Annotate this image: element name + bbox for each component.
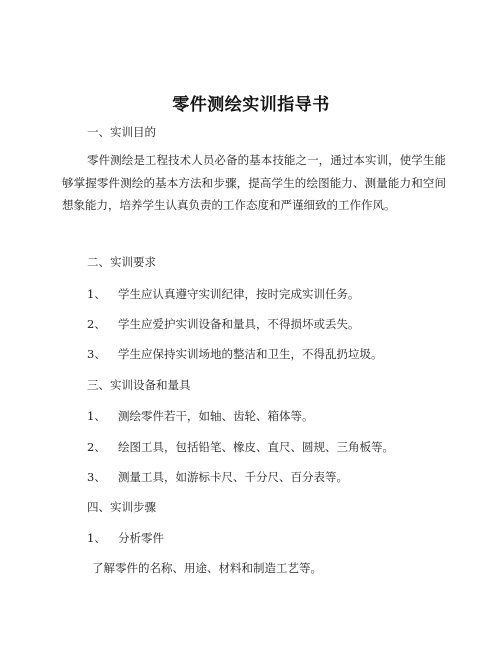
section-heading-equipment: 三、实训设备和量具 bbox=[87, 378, 191, 392]
list-item bbox=[87, 316, 360, 332]
list-item bbox=[87, 530, 164, 546]
list-item bbox=[87, 439, 394, 455]
list-item bbox=[87, 469, 348, 485]
list-item-number: 3、 bbox=[87, 347, 106, 361]
list-item-text: 学生应爱护实训设备和量具，不得损坏或丢失。 bbox=[118, 317, 360, 331]
section-heading-steps: 四、实训步骤 bbox=[87, 500, 156, 514]
list-item bbox=[87, 286, 360, 302]
list-item-text: 学生应保持实训场地的整洁和卫生，不得乱扔垃圾。 bbox=[118, 347, 383, 361]
list-item-number: 1、 bbox=[87, 531, 106, 545]
list-item-number: 2、 bbox=[87, 440, 106, 454]
list-item-number: 3、 bbox=[87, 470, 106, 484]
list-item-number: 2、 bbox=[87, 317, 106, 331]
section-heading-purpose: 一、实训目的 bbox=[87, 125, 156, 139]
step-note: 了解零件的名称、用途、材料和制造工艺等。 bbox=[92, 561, 322, 575]
list-item bbox=[87, 408, 314, 424]
list-item-number: 1、 bbox=[87, 409, 106, 423]
list-item-text: 绘图工具，包括铅笔、橡皮、直尺、圆规、三角板等。 bbox=[118, 440, 394, 454]
list-item bbox=[87, 346, 383, 362]
list-item-text: 测绘零件若干，如轴、齿轮、箱体等。 bbox=[118, 409, 314, 423]
list-item-text: 学生应认真遵守实训纪律，按时完成实训任务。 bbox=[118, 287, 360, 301]
list-item-number: 1、 bbox=[87, 287, 106, 301]
list-item-text: 测量工具，如游标卡尺、千分尺、百分表等。 bbox=[118, 470, 348, 484]
list-item-text: 分析零件 bbox=[118, 531, 164, 545]
section-paragraph-purpose: 零件测绘是工程技术人员必备的基本技能之一，通过本实训，使学生能够掌握零件测绘的基本方法和步骤，提高学生的绘图能力、测量能力和空间想象能力，培养学生认真负责的工作态度和严谨细致的工作作风。 bbox=[62, 153, 446, 213]
document-title: 零件测绘实训指导书 bbox=[172, 95, 330, 115]
section-heading-requirements: 二、实训要求 bbox=[87, 255, 156, 269]
